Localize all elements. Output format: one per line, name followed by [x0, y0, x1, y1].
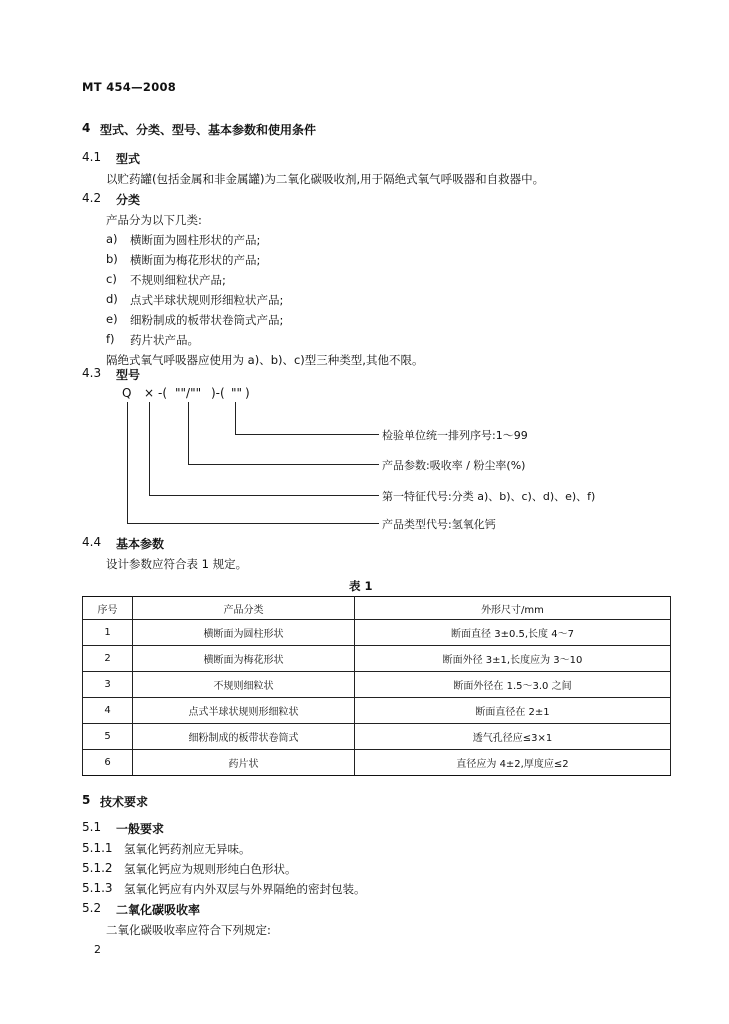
- list-item-letter: a): [106, 232, 118, 246]
- model-label-parameters: 产品参数:吸收率 / 粉尘率(%): [382, 459, 526, 472]
- section-4-3-title: 型号: [116, 368, 141, 382]
- section-4-3-number: 4.3: [82, 366, 102, 380]
- table-cell: 药片状: [133, 750, 355, 776]
- classification-intro: 产品分为以下几类:: [106, 213, 202, 227]
- table-row: [83, 724, 671, 750]
- list-item-text: 横断面为梅花形状的产品;: [130, 253, 261, 267]
- section-4-2-number: 4.2: [82, 191, 102, 205]
- list-item-letter: c): [106, 272, 117, 286]
- list-item-text: 不规则细粒状产品;: [130, 273, 226, 287]
- connector-line: [149, 402, 150, 496]
- page-number: 2: [94, 943, 101, 956]
- table-cell: 4: [83, 698, 133, 724]
- model-code-part: ): [245, 386, 250, 400]
- clause-text: 氢氧化钙药剂应无异味。: [124, 842, 251, 856]
- section-5-1-title: 一般要求: [116, 822, 165, 836]
- section-4-number: 4: [82, 121, 91, 135]
- table-cell: 5: [83, 724, 133, 750]
- connector-line: [188, 464, 379, 465]
- table-cell: 点式半球状规则形细粒状: [133, 698, 355, 724]
- table-cell: 断面直径 3±0.5,长度 4～7: [355, 620, 671, 646]
- table-cell: 断面外径在 1.5～3.0 之间: [355, 672, 671, 698]
- table-caption: 表 1: [349, 579, 373, 593]
- classification-note: 隔绝式氧气呼吸器应使用为 a)、b)、c)型三种类型,其他不限。: [106, 353, 424, 367]
- table-row: [83, 698, 671, 724]
- model-code-part: "": [231, 386, 243, 400]
- model-code-x: ×: [144, 386, 155, 400]
- list-item-letter: b): [106, 252, 118, 266]
- table-cell: 断面外径 3±1,长度应为 3～10: [355, 646, 671, 672]
- section-5-1-number: 5.1: [82, 820, 102, 834]
- section-5-number: 5: [82, 793, 91, 807]
- table-header-cell: 产品分类: [133, 597, 355, 620]
- table-cell: 1: [83, 620, 133, 646]
- standard-code: MT 454—2008: [82, 80, 177, 94]
- table-header-cell: 外形尺寸/mm: [355, 597, 671, 620]
- model-label-serial: 检验单位统一排列序号:1～99: [382, 429, 528, 442]
- clause-text: 氢氧化钙应为规则形纯白色形状。: [124, 862, 297, 876]
- table-header-row: [83, 597, 671, 620]
- connector-line: [235, 434, 379, 435]
- section-4-4-text: 设计参数应符合表 1 规定。: [106, 557, 248, 571]
- list-item-text: 细粉制成的板带状卷筒式产品;: [130, 313, 284, 327]
- section-4-1-title: 型式: [116, 152, 141, 166]
- table-cell: 透气孔径应≤3×1: [355, 724, 671, 750]
- table-cell: 细粉制成的板带状卷筒式: [133, 724, 355, 750]
- table-row: [83, 646, 671, 672]
- table-row: [83, 672, 671, 698]
- parameters-table: [82, 596, 671, 776]
- connector-line: [127, 402, 128, 524]
- table-cell: 6: [83, 750, 133, 776]
- connector-line: [235, 402, 236, 435]
- table-header-cell: 序号: [83, 597, 133, 620]
- model-code-q: Q: [122, 386, 132, 400]
- section-5-title: 技术要求: [100, 795, 149, 809]
- list-item-letter: d): [106, 292, 118, 306]
- model-code-part: )-(: [211, 386, 225, 400]
- table-cell: 2: [83, 646, 133, 672]
- section-4-1-text: 以贮药罐(包括金属和非金属罐)为二氧化碳吸收剂,用于隔绝式氧气呼吸器和自救器中。: [106, 172, 545, 186]
- model-code-part: ""/"": [175, 386, 202, 400]
- section-4-1-number: 4.1: [82, 150, 102, 164]
- table-cell: 直径应为 4±2,厚度应≤2: [355, 750, 671, 776]
- section-4-4-number: 4.4: [82, 535, 102, 549]
- section-4-2-title: 分类: [116, 193, 141, 207]
- model-label-feature-code: 第一特征代号:分类 a)、b)、c)、d)、e)、f): [382, 490, 596, 503]
- clause-text: 氢氧化钙应有内外双层与外界隔绝的密封包装。: [124, 882, 366, 896]
- list-item-text: 药片状产品。: [130, 333, 199, 347]
- connector-line: [188, 402, 189, 465]
- table-cell: 横断面为梅花形状: [133, 646, 355, 672]
- section-5-2-text: 二氧化碳吸收率应符合下列规定:: [106, 923, 271, 937]
- table-cell: 横断面为圆柱形状: [133, 620, 355, 646]
- list-item-text: 点式半球状规则形细粒状产品;: [130, 293, 284, 307]
- list-item-letter: f): [106, 332, 115, 346]
- clause-number: 5.1.2: [82, 861, 113, 875]
- table-cell: 3: [83, 672, 133, 698]
- table-cell: 断面直径在 2±1: [355, 698, 671, 724]
- section-4-title: 型式、分类、型号、基本参数和使用条件: [100, 123, 317, 137]
- list-item-letter: e): [106, 312, 118, 326]
- section-4-4-title: 基本参数: [116, 537, 165, 551]
- clause-number: 5.1.1: [82, 841, 113, 855]
- clause-number: 5.1.3: [82, 881, 113, 895]
- model-code-part: -(: [158, 386, 168, 400]
- list-item-text: 横断面为圆柱形状的产品;: [130, 233, 261, 247]
- section-5-2-number: 5.2: [82, 901, 102, 915]
- connector-line: [149, 495, 379, 496]
- table-cell: 不规则细粒状: [133, 672, 355, 698]
- table-row: [83, 620, 671, 646]
- table-row: [83, 750, 671, 776]
- connector-line: [127, 523, 379, 524]
- model-label-type-code: 产品类型代号:氢氧化钙: [382, 518, 496, 531]
- section-5-2-title: 二氧化碳吸收率: [116, 903, 201, 917]
